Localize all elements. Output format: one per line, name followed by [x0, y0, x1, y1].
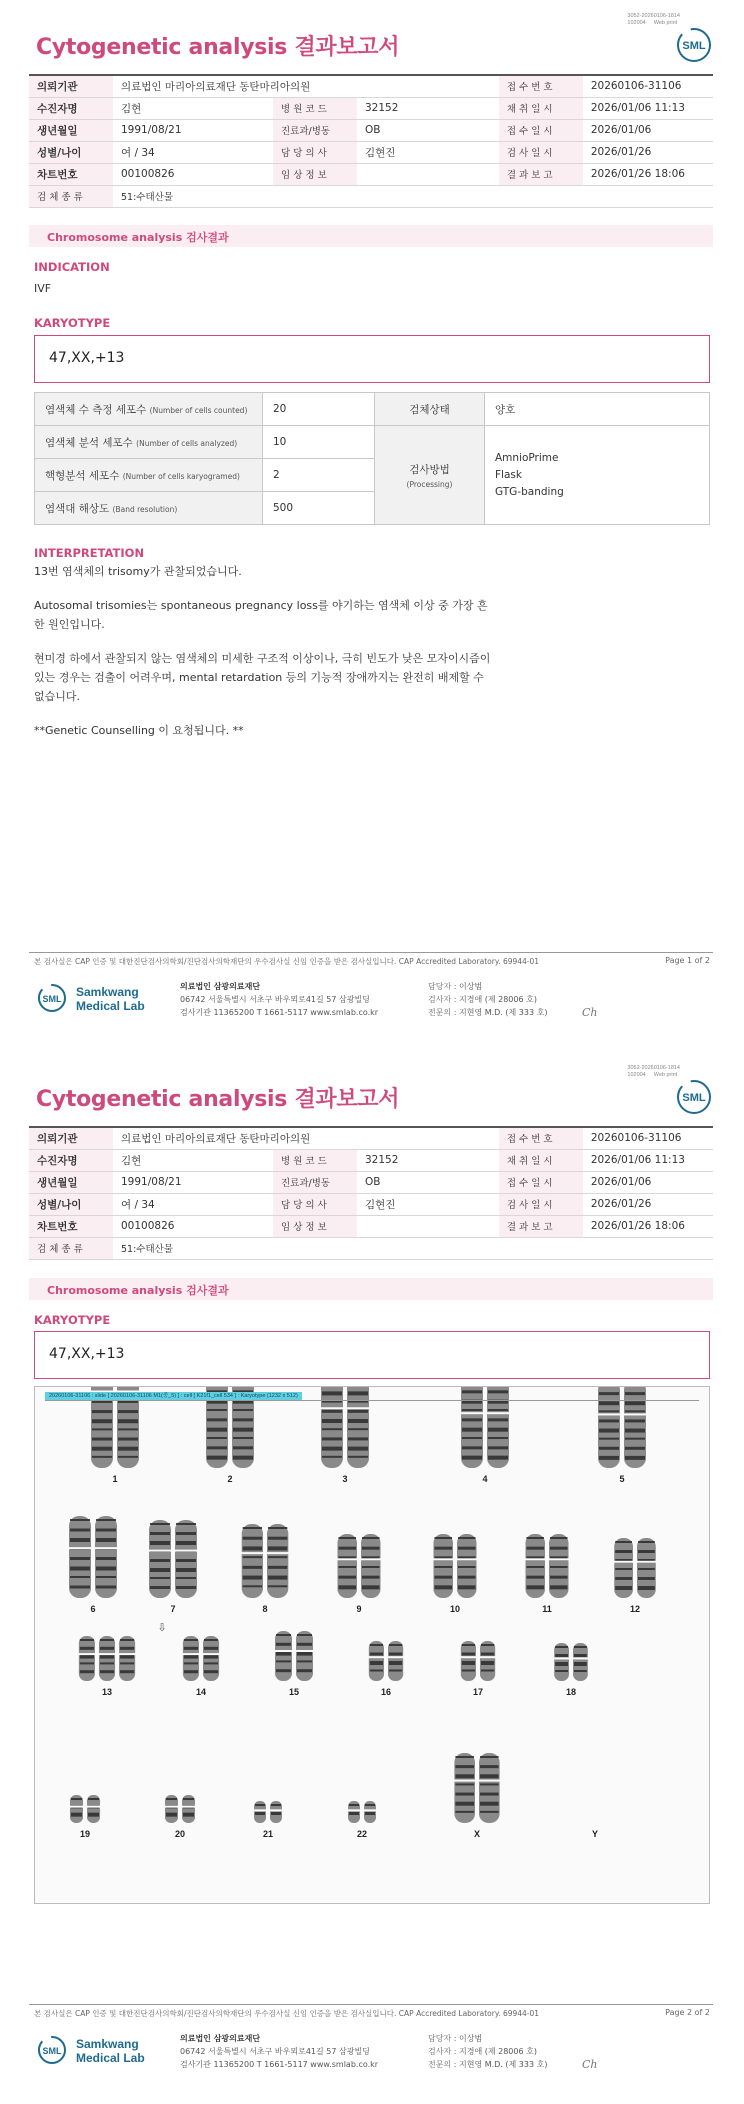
- address: 06742 서울특별시 서초구 바우뫼로41길 57 삼광빌딩: [180, 995, 370, 1004]
- label-dept: 진료과/병동: [273, 119, 357, 141]
- chromosome-label: 6: [90, 1604, 96, 1614]
- print-mode-label: Web print: [653, 20, 678, 26]
- chromosome-label: 13: [101, 1687, 113, 1697]
- karyogram-image: [34, 1386, 710, 1904]
- sml-logo-icon: [676, 1079, 712, 1115]
- logo-text: SML: [682, 40, 706, 52]
- karyotype-heading: KARYOTYPE: [34, 316, 111, 330]
- chromosome-label: 22: [356, 1829, 368, 1839]
- contact-info: 검사기관 11365200 T 1661-5117 www.smlab.co.kr: [180, 1008, 379, 1017]
- label-text: 염색체 분석 세포수: [45, 436, 133, 449]
- label-doctor: 담 당 의 사: [273, 141, 357, 163]
- staff-name: 이상범: [458, 982, 483, 991]
- ref-code-line: 102004: [627, 1072, 646, 1078]
- chromosome-16: [368, 1641, 404, 1697]
- address: 06742 서울특별시 서초구 바우뫼로41길 57 삼광빌딩: [180, 2047, 370, 2056]
- chromosome-15: [274, 1631, 314, 1697]
- value-tested: 2026/01/26: [583, 141, 713, 163]
- footer-address: [180, 2032, 378, 2071]
- label-hospital-code: 병 원 코 드: [273, 1149, 357, 1171]
- value-dob: 1991/08/21: [113, 119, 273, 141]
- value-doctor: 김현진: [357, 141, 499, 163]
- value-chart: 00100826: [113, 1215, 273, 1237]
- chromosome-11: [524, 1534, 569, 1614]
- chromosome-label: 5: [619, 1474, 625, 1484]
- value-dept: OB: [357, 1171, 499, 1193]
- chromosome-Y: [592, 1829, 598, 1839]
- chromosome-label: 21: [262, 1829, 274, 1839]
- org-name: 의료법인 삼광의료재단: [180, 982, 261, 991]
- chromosome-label: 19: [79, 1829, 91, 1839]
- page-number: Page 2 of 2: [665, 2008, 710, 2017]
- label-dept: 진료과/병동: [273, 1171, 357, 1193]
- chromosome-9: [336, 1534, 381, 1614]
- label-clinical: 임 상 정 보: [273, 1215, 357, 1237]
- chromosome-label: 20: [174, 1829, 186, 1839]
- ref-code-line: 102004: [627, 20, 646, 26]
- interpretation-paragraph: 현미경 하에서 관찰되지 않는 염색체의 미세한 구조적 이상이나, 극히 빈도가 낮은 모자이시즘이 있는 경우는 검출이 어려우며, mental retardation 등의 기능적 장애까지는 완전히 배제할 수 없습니다.: [34, 652, 491, 703]
- staff-role: 검사자 :: [428, 995, 457, 1004]
- signature: Ch: [582, 1006, 598, 1019]
- chromosome-8: [241, 1524, 290, 1614]
- chromosome-3: [320, 1387, 370, 1484]
- value-hospital-code: 32152: [357, 1149, 499, 1171]
- staff-role: 검사자 :: [428, 2047, 457, 2056]
- chromosome-label: 11: [542, 1604, 552, 1614]
- chromosome-7: [148, 1520, 198, 1614]
- value-cells-counted: 20: [263, 393, 375, 426]
- label-dob: 생년월일: [29, 119, 113, 141]
- interpretation-paragraph: **Genetic Counselling 이 요청됩니다. **: [34, 724, 244, 737]
- report-page-2: [0, 1052, 744, 2104]
- value-institution: 의료법인 마리아의료재단 동탄마리아의원: [113, 1127, 499, 1149]
- method-item: AmnioPrime: [495, 451, 559, 464]
- chromosome-label: 10: [449, 1604, 461, 1614]
- value-name: 김현: [113, 97, 273, 119]
- label-collected: 채 취 일 시: [499, 1149, 583, 1171]
- label-chart: 차트번호: [29, 1215, 113, 1237]
- value-receipt-no: 20260106-31106: [583, 1127, 713, 1149]
- ref-code-line: 3052-20260106-1814: [627, 13, 680, 19]
- value-chart: 00100826: [113, 163, 273, 185]
- staff-role: 담당자 :: [428, 2034, 457, 2043]
- label-chart: 차트번호: [29, 163, 113, 185]
- value-specimen: 51:수태산물: [113, 185, 713, 207]
- label-subtext: (Processing): [406, 479, 453, 489]
- label-subtext: (Band resolution): [112, 504, 178, 514]
- staff-role: 전문의 :: [428, 2060, 457, 2069]
- down-arrow-icon: ⇩: [157, 1621, 167, 1634]
- value-doctor: 김현진: [357, 1193, 499, 1215]
- footer-brand: [76, 985, 145, 1013]
- staff-name: 지경애 (제 28006 호): [458, 995, 537, 1004]
- footer-staff: [428, 2032, 547, 2071]
- chromosome-label: 1: [112, 1474, 118, 1484]
- logo-text: SML: [682, 1092, 706, 1104]
- label-doctor: 담 당 의 사: [273, 1193, 357, 1215]
- label-text: 검사방법: [409, 463, 450, 476]
- brand-line: Medical Lab: [76, 2051, 145, 2065]
- label-sex-age: 성별/나이: [29, 1193, 113, 1215]
- chromosome-5: [597, 1387, 647, 1484]
- karyotype-result: 47,XX,+13: [34, 335, 710, 383]
- label-clinical: 임 상 정 보: [273, 163, 357, 185]
- value-methods: [485, 426, 710, 525]
- brand-line: Samkwang: [76, 985, 139, 999]
- label-received: 접 수 일 시: [499, 1171, 583, 1193]
- patient-info-table: [29, 1126, 713, 1260]
- reference-codes: [627, 1065, 680, 1079]
- print-mode-label: Web print: [653, 1072, 678, 1078]
- chromosome-label: 8: [262, 1604, 268, 1614]
- value-tested: 2026/01/26: [583, 1193, 713, 1215]
- chromosome-12: [613, 1538, 657, 1614]
- chromosome-label: 16: [380, 1687, 392, 1697]
- chromosome-17: [460, 1641, 496, 1697]
- staff-role: 전문의 :: [428, 1008, 457, 1017]
- value-receipt-no: 20260106-31106: [583, 75, 713, 97]
- chromosome-label: 4: [482, 1474, 488, 1484]
- value-dept: OB: [357, 119, 499, 141]
- chromosome-label: 17: [472, 1687, 484, 1697]
- label-reported: 결 과 보 고: [499, 163, 583, 185]
- chromosome-19: [69, 1795, 101, 1839]
- value-specimen-state: 양호: [485, 393, 710, 426]
- label-specimen: 검 체 종 류: [29, 1237, 113, 1259]
- label-name: 수진자명: [29, 1149, 113, 1171]
- value-collected: 2026/01/06 11:13: [583, 1149, 713, 1171]
- chromosome-21: [253, 1801, 283, 1839]
- label-name: 수진자명: [29, 97, 113, 119]
- page-title: Cytogenetic analysis 결과보고서: [36, 35, 400, 60]
- label-subtext: (Number of cells analyzed): [136, 438, 238, 448]
- chromosome-label: 2: [227, 1474, 233, 1484]
- staff-name: 지현영 M.D. (제 333 호): [458, 1008, 548, 1017]
- samkwang-logo-icon: [36, 2034, 68, 2066]
- value-name: 김현: [113, 1149, 273, 1171]
- chromosome-10: [432, 1534, 477, 1614]
- value-hospital-code: 32152: [357, 97, 499, 119]
- value-institution: 의료법인 마리아의료재단 동탄마리아의원: [113, 75, 499, 97]
- chromosome-label: 12: [629, 1604, 641, 1614]
- label-specimen: 검 체 종 류: [29, 185, 113, 207]
- footer-certification: 본 검사실은 CAP 인증 및 대한진단검사의학회/진단검사의학재단의 우수검사실 신임 인증을 받은 검사실입니다. CAP Accredited Laboratory. 69944-01: [34, 957, 540, 966]
- chromosome-label: 14: [195, 1687, 207, 1697]
- samkwang-logo-icon: [36, 982, 68, 1014]
- value-cells-analyzed: 10: [263, 426, 375, 459]
- value-cells-karyogramed: 2: [263, 459, 375, 492]
- staff-role: 담당자 :: [428, 982, 457, 991]
- footer-divider: [29, 952, 713, 953]
- chromosome-20: [164, 1795, 196, 1839]
- label-tested: 검 사 일 시: [499, 141, 583, 163]
- indication-value: IVF: [34, 282, 52, 295]
- footer-divider: [29, 2004, 713, 2005]
- method-item: GTG-banding: [495, 485, 564, 498]
- page-number: Page 1 of 2: [665, 956, 710, 965]
- section-title: Chromosome analysis 검사결과: [29, 1278, 713, 1300]
- chromosome-label: X: [473, 1829, 481, 1839]
- value-sex-age: 여 / 34: [113, 1193, 273, 1215]
- label-receipt-no: 접 수 번 호: [499, 75, 583, 97]
- label-hospital-code: 병 원 코 드: [273, 97, 357, 119]
- brand-line: Medical Lab: [76, 999, 145, 1013]
- interpretation-heading: INTERPRETATION: [34, 546, 145, 560]
- label-method: [375, 426, 485, 525]
- chromosome-label: 18: [565, 1687, 577, 1697]
- org-name: 의료법인 삼광의료재단: [180, 2034, 261, 2043]
- chromatid: [275, 1631, 292, 1681]
- chromosome-label: 15: [288, 1687, 300, 1697]
- label-tested: 검 사 일 시: [499, 1193, 583, 1215]
- value-specimen: 51:수태산물: [113, 1237, 713, 1259]
- patient-info-table: [29, 74, 713, 208]
- karyotype-heading: KARYOTYPE: [34, 1313, 111, 1327]
- chromosome-2: [205, 1387, 255, 1484]
- value-received: 2026/01/06: [583, 1171, 713, 1193]
- label-sex-age: 성별/나이: [29, 141, 113, 163]
- label-receipt-no: 접 수 번 호: [499, 1127, 583, 1149]
- interpretation-paragraph: Autosomal trisomies는 spontaneous pregnancy loss를 야기하는 염색체 이상 중 가장 흔한 원인입니다.: [34, 599, 488, 631]
- label-received: 접 수 일 시: [499, 119, 583, 141]
- value-dob: 1991/08/21: [113, 1171, 273, 1193]
- label-text: 염색체 수 측정 세포수: [45, 403, 147, 416]
- ref-code-line: 3052-20260106-1814: [627, 1065, 680, 1071]
- footer-staff: [428, 980, 547, 1019]
- chromosome-18: [553, 1643, 589, 1697]
- label-cells-analyzed: [35, 426, 263, 459]
- chromosome-label: 3: [342, 1474, 348, 1484]
- chromatid: [296, 1631, 313, 1681]
- reference-codes: [627, 13, 680, 27]
- value-reported: 2026/01/26 18:06: [583, 163, 713, 185]
- value-received: 2026/01/06: [583, 119, 713, 141]
- label-cells-counted: [35, 393, 263, 426]
- indication-heading: INDICATION: [34, 260, 110, 274]
- logo-text: SML: [42, 2046, 62, 2056]
- value-clinical: [357, 163, 499, 185]
- interpretation-body: [34, 562, 494, 755]
- karyotype-result: 47,XX,+13: [34, 1331, 710, 1379]
- label-specimen-state: 검체상태: [375, 393, 485, 426]
- footer-certification: 본 검사실은 CAP 인증 및 대한진단검사의학회/진단검사의학재단의 우수검사실 신임 인증을 받은 검사실입니다. CAP Accredited Laboratory. 69944-01: [34, 2009, 540, 2018]
- chromosome-label: Y: [591, 1829, 599, 1839]
- karyogram-rule: [45, 1400, 699, 1401]
- chromosome-6: [68, 1516, 118, 1614]
- staff-name: 이상범: [458, 2034, 483, 2043]
- brand-line: Samkwang: [76, 2037, 139, 2051]
- label-band-resolution: [35, 492, 263, 525]
- chromosome-label: 9: [356, 1604, 362, 1614]
- cell-count-table: [34, 392, 710, 525]
- chromosome-4: [460, 1387, 510, 1484]
- chromosome-22: [347, 1801, 377, 1839]
- staff-name: 지경애 (제 28006 호): [458, 2047, 537, 2056]
- staff-name: 지현영 M.D. (제 333 호): [458, 2060, 548, 2069]
- label-institution: 의뢰기관: [29, 1127, 113, 1149]
- value-band-resolution: 500: [263, 492, 375, 525]
- label-subtext: (Number of cells counted): [149, 405, 248, 415]
- value-collected: 2026/01/06 11:13: [583, 97, 713, 119]
- interpretation-paragraph: 13번 염색체의 trisomy가 관찰되었습니다.: [34, 565, 242, 578]
- label-dob: 생년월일: [29, 1171, 113, 1193]
- value-reported: 2026/01/26 18:06: [583, 1215, 713, 1237]
- signature: Ch: [582, 2058, 598, 2071]
- logo-text: SML: [42, 994, 62, 1004]
- label-reported: 결 과 보 고: [499, 1215, 583, 1237]
- karyogram-drawing: [35, 1387, 711, 1905]
- value-sex-age: 여 / 34: [113, 141, 273, 163]
- method-item: Flask: [495, 468, 522, 481]
- page-title: Cytogenetic analysis 결과보고서: [36, 1087, 400, 1112]
- label-cells-karyogramed: [35, 459, 263, 492]
- chromosome-X: [453, 1753, 500, 1839]
- value-clinical: [357, 1215, 499, 1237]
- chromosome-13: [78, 1636, 136, 1697]
- label-text: 염색대 해상도: [45, 502, 110, 515]
- footer-address: [180, 980, 378, 1019]
- footer-brand: [76, 2037, 145, 2065]
- chromosome-label: 7: [170, 1604, 176, 1614]
- section-title: Chromosome analysis 검사결과: [29, 225, 713, 247]
- label-institution: 의뢰기관: [29, 75, 113, 97]
- label-collected: 채 취 일 시: [499, 97, 583, 119]
- chromosome-1: [90, 1387, 140, 1484]
- sml-logo-icon: [676, 27, 712, 63]
- contact-info: 검사기관 11365200 T 1661-5117 www.smlab.co.kr: [180, 2060, 379, 2069]
- label-subtext: (Number of cells karyogramed): [122, 471, 240, 481]
- karyogram-header: 20260106-31106 : slide [ 20260106-31106 M1(중_5) ] : cell [ K21f1_cell 534 ] : Karyotype (1232 x 512): [45, 1392, 302, 1400]
- label-text: 핵형분석 세포수: [45, 469, 120, 482]
- chromosome-14: [182, 1636, 220, 1697]
